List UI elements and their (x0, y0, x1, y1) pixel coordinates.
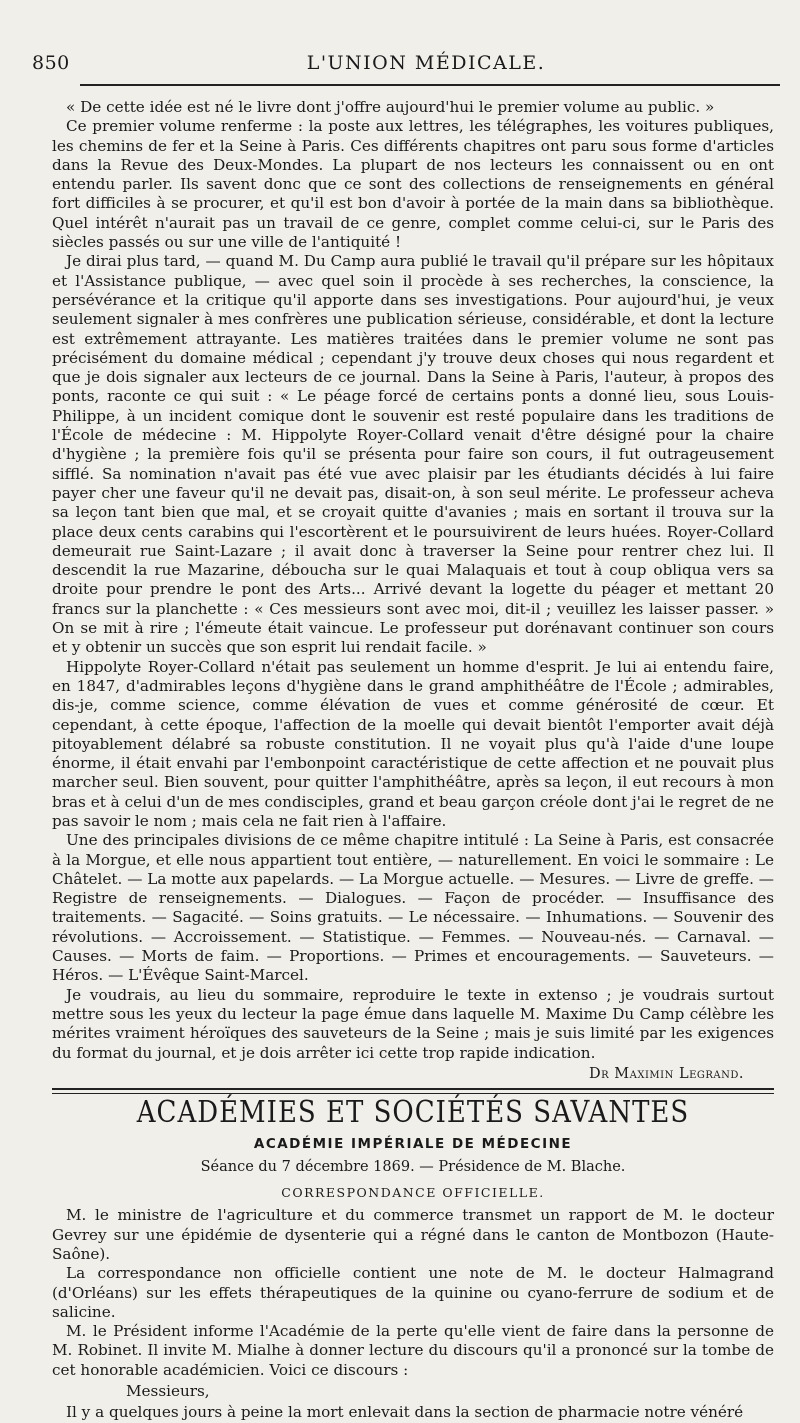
body-text (52, 98, 774, 1423)
section-title: ACADÉMIES ET SOCIÉTÉS SAVANTES (136, 1095, 690, 1131)
running-title: L'UNION MÉDICALE. (306, 52, 546, 74)
paragraph: M. le ministre de l'agriculture et du commerce transmet un rapport de M. le docteur Gevrey sur une épidémie de dysenterie qui a régné dans le canton de Montbozon (Haute-Saône). (52, 1206, 774, 1263)
section-rule (52, 1088, 774, 1090)
page-number: 850 (32, 52, 70, 74)
correspondence-heading: CORRESPONDANCE OFFICIELLE. (281, 1185, 545, 1201)
paragraph: Une des principales divisions de ce même chapitre intitulé : La Seine à Paris, est consacrée à la Morgue, et elle nous appartient tout entière, — naturellement. En voici le sommaire : Le Châtelet. — La motte aux papelards. — La Morgue actuelle. — Mesures. — Livre de greffe. — Registre de renseignements. — Dialogues. — Façon de procéder. — Insuffisance des traitements. — Sagacité. — Soins gratuits. — Le nécessaire. — Inhumations. — Souvenir des révolutions. — Accroissement. — Statistique. — Femmes. — Nouveau-nés. — Carnaval. — Causes. — Morts de faim. — Proportions. — Primes et encouragements. — Sauveteurs. — Héros. — L'Évêque Saint-Marcel. (52, 831, 774, 985)
session-line: Séance du 7 décembre 1869. — Présidence de M. Blache. (200, 1158, 626, 1175)
paragraph: Il y a quelques jours à peine la mort enlevait dans la section de pharmacie notre vénéré (66, 1403, 744, 1422)
page-header (32, 46, 780, 86)
paragraph: Je voudrais, au lieu du sommaire, reproduire le texte in extenso ; je voudrais surtout mettre sous les yeux du lecteur la page émue dans laquelle M. Maxime Du Camp célèbre les mérites vraiment héroïques des sauveteurs de la Seine ; mais je suis limité par les exigences du format du journal, et je dois arrêter ici cette trop rapide indication. (52, 985, 774, 1062)
paragraph: Hippolyte Royer-Collard n'était pas seulement un homme d'esprit. Je lui ai entendu faire, en 1847, d'admirables leçons d'hygiène dans le grand amphithéâtre de l'École ; admirables, dis-je, comme science, comme élévation de vues et comme générosité de cœur. Et cependant, à cette époque, l'affection de la moelle qui devait bientôt l'emporter avait déjà pitoyablement délabré sa robuste constitution. Il ne voyait plus qu'à l'aide d'une loupe énorme, il était envahi par l'embonpoint caractéristique de cette affection et ne pouvait plus marcher seul. Bien souvent, pour quitter l'amphithéâtre, après sa leçon, il eut recours à mon bras et à celui d'un de mes condisciples, grand et beau garçon créole dont j'ai le regret de ne pas savoir le nom ; mais cela ne fait rien à l'affaire. (52, 657, 774, 830)
paragraph: Ce premier volume renferme : la poste aux lettres, les télégraphes, les voitures publiques, les chemins de fer et la Seine à Paris. Ces différents chapitres ont paru sous forme d'articles dans la Revue des Deux-Mondes. La plupart de nos lecteurs les connaissent ou en ont entendu parler. Ils savent donc que ce sont des collections de renseignements en général fort difficiles à se procurer, et qu'il est bon d'avoir à portée de la main dans sa bibliothèque. Quel intérêt n'aurait pas un travail de ce genre, complet comme celui-ci, sur le Paris des siècles passés ou sur une ville de l'antiquité ! (52, 117, 774, 252)
paragraph: La correspondance non officielle contient une note de M. le docteur Halmagrand (d'Orléans) sur les effets thérapeutiques de la quinine ou cyano-ferrure de sodium et de salicine. (52, 1264, 774, 1321)
author-signature: Dr Maximin Legrand. (589, 1065, 744, 1082)
header-rule (80, 84, 780, 86)
paragraph: « De cette idée est né le livre dont j'offre aujourd'hui le premier volume au public. » (66, 98, 715, 116)
salutation: Messieurs, (126, 1382, 210, 1400)
paragraph: Je dirai plus tard, — quand M. Du Camp aura publié le travail qu'il prépare sur les hôpitaux et l'Assistance publique, — avec quel soin il procède à ses recherches, la conscience, la persévérance et la critique qu'il apporte dans ses investigations. Pour aujourd'hui, je veux seulement signaler à mes confrères une publication sérieuse, considérable, et dont la lecture est extrêmement attrayante. Les matières traitées dans le premier volume ne sont pas précisément du domaine médical ; cependant j'y trouve deux choses qui nous regardent et que je dois signaler aux lecteurs de ce journal. Dans la Seine à Paris, l'auteur, à propos des ponts, raconte ce qui suit : « Le péage forcé de certains ponts a donné lieu, sous Louis-Philippe, à un incident comique dont le souvenir est resté populaire dans les traditions de l'École de médecine : M. Hippolyte Royer-Collard venait d'être désigné pour la chaire d'hygiène ; la première fois qu'il se présenta pour faire son cours, il fut outrageusement sifflé. Sa nomination n'avait pas été vue avec plaisir par les étudiants décidés à lui faire payer cher une faveur qu'il ne devait pas, disait-on, à son seul mérite. Le professeur acheva sa leçon tant bien que mal, et se croyait quitte d'avanies ; mais en sortant il trouva sur la place deux cents carabins qui l'escortèrent et le poursuivirent de leurs huées. Royer-Collard demeurait rue Saint-Lazare ; il avait donc à traverser la Seine pour rentrer chez lui. Il descendit la rue Mazarine, déboucha sur le quai Malaquais et tout à coup obliqua vers sa droite pour prendre le pont des Arts... Arrivé devant la logette du péager et mettant 20 francs sur la planchette : « Ces messieurs sont avec moi, dit-il ; veuillez les laisser passer. » On se mit à rire ; l'émeute était vaincue. Le professeur put dorénavant continuer son cours et y obtenir un succès que son esprit lui rendait facile. » (52, 252, 774, 657)
section-rule (52, 1093, 774, 1094)
academy-name: ACADÉMIE IMPÉRIALE DE MÉDECINE (253, 1136, 573, 1153)
paragraph: M. le Président informe l'Académie de la perte qu'elle vient de faire dans la personne de M. Robinet. Il invite M. Mialhe à donner lecture du discours qu'il a prononcé sur la tombe de cet honorable académicien. Voici ce discours : (52, 1322, 774, 1379)
